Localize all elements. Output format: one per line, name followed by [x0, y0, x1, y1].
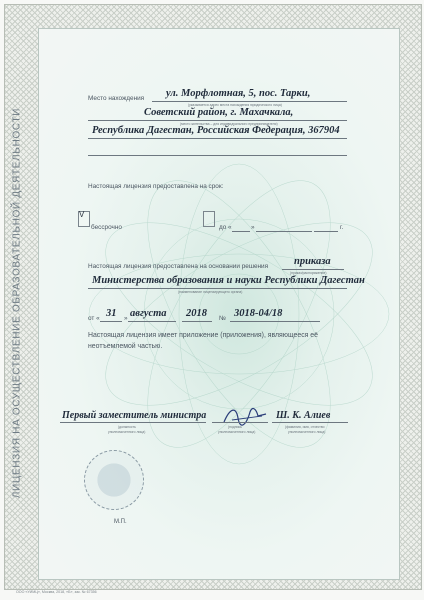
until-month-line [256, 231, 312, 232]
order-number: 3018-04/18 [234, 308, 283, 319]
basis-authority-hint: (наименование лицензирующего органа) [178, 290, 243, 294]
location-hint-2: (место жительства – для индивидуального предпринимателя) [180, 122, 278, 126]
printer-footer: ООО «УИМЦ», Москва, 2018, «Б», зак. № 67356 [16, 590, 97, 594]
basis-authority: Министерства образования и науки Республики Дагестан [92, 275, 365, 286]
until-day-line [232, 231, 250, 232]
order-day-line [100, 321, 122, 322]
seal-stamp [84, 450, 144, 510]
basis-kind-line [282, 269, 344, 270]
until-year-line [314, 231, 338, 232]
signatory-name: Ш. К. Алиев [276, 410, 331, 421]
location-label: Место нахождения [88, 95, 145, 102]
check-mark: V [79, 210, 85, 219]
location-line-3: Республика Дагестан, Российская Федерация, 367904 [92, 125, 340, 136]
term-label: Настоящая лицензия предоставлена на срок: [88, 183, 224, 190]
hint-position-2: уполномоченного лица) [108, 430, 146, 434]
basis-kind: приказа [294, 256, 331, 267]
side-title: ЛИЦЕНЗИЯ НА ОСУЩЕСТВЛЕНИЕ ОБРАЗОВАТЕЛЬНОЙ ДЕЯТЕЛЬНОСТИ [11, 107, 23, 499]
order-no-label: № [219, 315, 226, 322]
until-label: до « [219, 224, 232, 231]
basis-authority-line [88, 288, 347, 289]
order-month-line [128, 321, 176, 322]
appendix-text-2: неотъемлемой частью. [88, 343, 163, 350]
location-underline-1 [152, 101, 347, 102]
location-line-2: Советский район, г. Махачкала, [144, 107, 294, 118]
hint-sign-1: (подпись [228, 425, 242, 429]
location-underline-3 [88, 138, 347, 139]
signatory-position-line [60, 422, 206, 423]
until-checkbox [203, 211, 215, 227]
hint-name-1: (фамилия, имя, отчество [285, 425, 325, 429]
order-year: 2018 [186, 308, 207, 319]
basis-label: Настоящая лицензия предоставлена на основании решения [88, 263, 269, 270]
order-close-quote: » [124, 315, 128, 322]
order-number-line [230, 321, 320, 322]
hint-name-2: уполномоченного лица) [288, 430, 326, 434]
basis-kind-hint: (приказ/распоряжение) [290, 271, 327, 275]
year-suffix: г. [340, 224, 344, 231]
appendix-text-1: Настоящая лицензия имеет приложение (приложения), являющееся её [88, 332, 318, 339]
hint-position-1: (должность [118, 425, 136, 429]
hint-sign-2: уполномоченного лица) [218, 430, 256, 434]
order-day: 31 [106, 308, 117, 319]
location-underline-2 [88, 120, 347, 121]
order-from: от « [88, 315, 100, 322]
location-hint-1: (указывается адрес места нахождения юридического лица) [188, 103, 282, 107]
indefinite-label: бессрочно [91, 224, 122, 231]
stamp-label: М.П. [114, 519, 127, 525]
until-mid-quote: » [251, 224, 255, 231]
order-month: августа [130, 308, 167, 319]
signatory-position: Первый заместитель министра [62, 410, 207, 421]
location-line-1: ул. Морфлотная, 5, пос. Тарки, [166, 88, 311, 99]
signature-line [212, 422, 268, 423]
signatory-name-line [272, 422, 348, 423]
location-underline-4 [88, 155, 347, 156]
order-year-line [182, 321, 212, 322]
